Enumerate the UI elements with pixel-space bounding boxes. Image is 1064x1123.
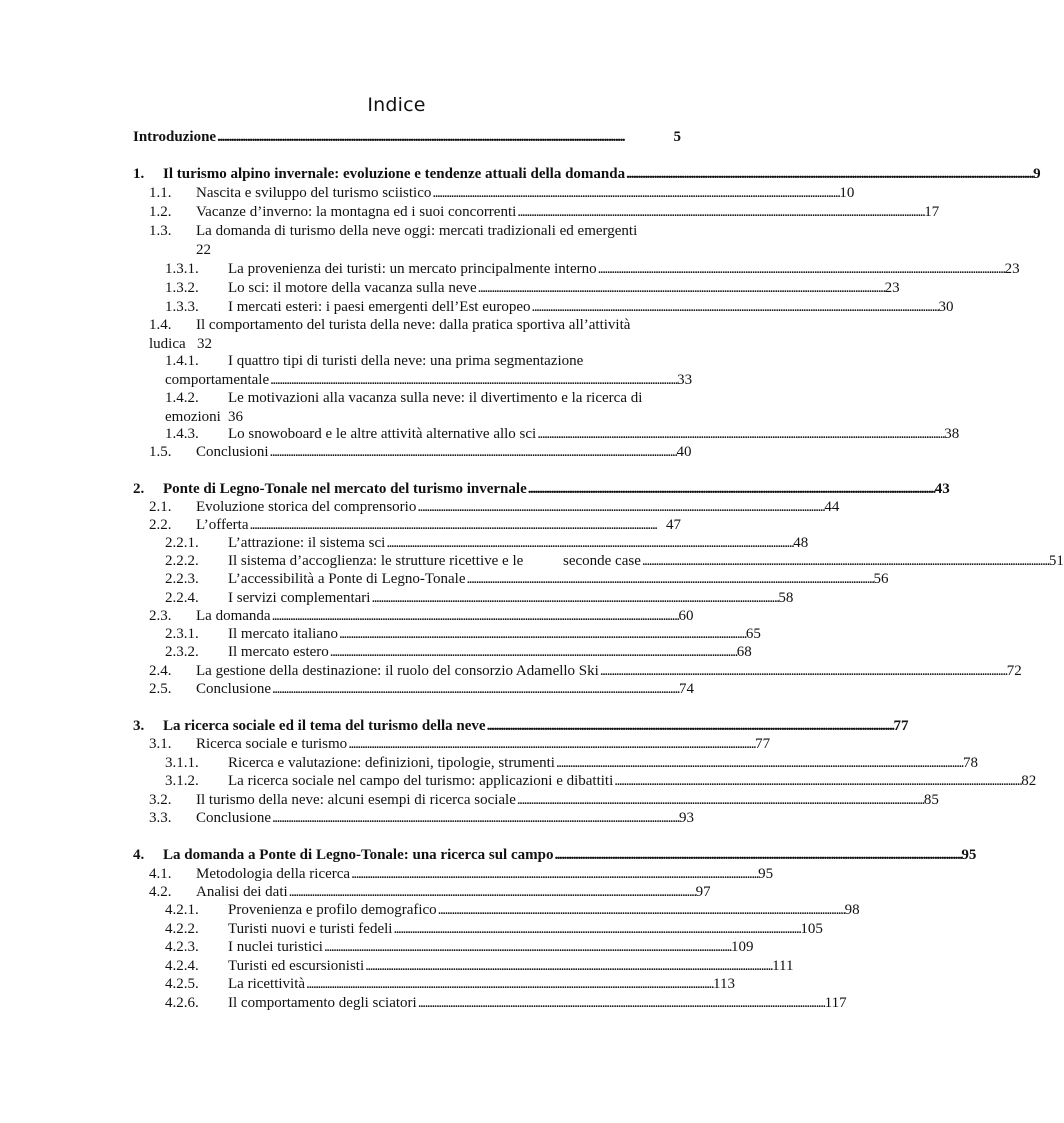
toc-entry-number: 1.3.1.: [165, 261, 199, 277]
toc-entry-2-2-4[interactable]: [0, 589, 793, 608]
toc-entry-number: 1.: [133, 166, 145, 182]
toc-entry-title: Ricerca e valutazione: definizioni, tipologie, strumenti: [228, 755, 555, 771]
toc-entry-title: Evoluzione storica del comprensorio: [196, 499, 417, 515]
toc-entry-2-2-1[interactable]: [0, 534, 809, 553]
toc-entry-title: Il sistema d’accoglienza: le strutture ricettive e le: [228, 553, 524, 569]
toc-entry-number: 4.2.3.: [165, 939, 199, 955]
toc-entry-number: 2.2.: [149, 517, 172, 533]
toc-entry-title: Ponte di Legno-Tonale nel mercato del turismo invernale: [163, 481, 527, 497]
toc-entry-page: 33: [677, 372, 693, 388]
toc-entry-1-4-2[interactable]: [0, 389, 793, 427]
toc-entry-page: 36: [228, 409, 243, 425]
toc-entry-page: 95: [758, 866, 774, 882]
toc-entry-title-continued: ludica: [149, 336, 186, 352]
toc-entry-3-1[interactable]: [0, 735, 793, 754]
toc-entry-title: La domanda di turismo della neve oggi: mercati tradizionali ed emergenti: [196, 223, 638, 239]
toc-entry-number: 2.2.3.: [165, 571, 199, 587]
toc-entry-page: 77: [893, 718, 909, 734]
toc-entry-number: 3.: [133, 718, 145, 734]
toc-entry-title: Turisti ed escursionisti: [228, 958, 365, 974]
toc-entry-number: 4.2.2.: [165, 921, 199, 937]
toc-entry-number: 2.2.4.: [165, 590, 199, 606]
toc-entry-number: 2.3.1.: [165, 626, 199, 642]
toc-entry-number: 4.2.6.: [165, 995, 199, 1011]
toc-entry-title-continued: comportamentale: [165, 372, 270, 388]
toc-entry-chapter-2[interactable]: [0, 480, 950, 499]
toc-entry-number: 1.3.3.: [165, 299, 199, 315]
toc-entry-1-3-2[interactable]: [0, 279, 900, 298]
toc-entry-page: 32: [197, 336, 212, 352]
toc-entry-title: I mercati esteri: i paesi emergenti dell’Est europeo: [228, 299, 531, 315]
toc-entry-page: 77: [755, 736, 771, 752]
toc-entry-page: 17: [924, 204, 940, 220]
toc-entry-number: 4.2.1.: [165, 902, 199, 918]
toc-entry-page: 117: [824, 995, 847, 1011]
toc-entry-4-1[interactable]: [0, 865, 793, 884]
toc-entry-title: Turisti nuovi e turisti fedeli: [228, 921, 393, 937]
toc-entry-page: 30: [938, 299, 954, 315]
toc-entry-title: Il turismo della neve: alcuni esempi di ricerca sociale: [196, 792, 516, 808]
toc-entry-2-4[interactable]: [0, 662, 1022, 681]
toc-entry-title: Introduzione: [133, 129, 217, 145]
toc-entry-3-1-2[interactable]: [0, 772, 1037, 791]
toc-entry-page: 68: [736, 644, 752, 660]
toc-entry-page: 109: [730, 939, 754, 955]
toc-entry-number: 4.2.5.: [165, 976, 199, 992]
toc-entry-title: Lo sci: il motore della vacanza sulla neve: [228, 280, 477, 296]
toc-entry-4-2-1[interactable]: [0, 901, 860, 920]
toc-entry-4-2-2[interactable]: [0, 920, 823, 939]
toc-entry-1-1[interactable]: [0, 184, 855, 203]
toc-entry-number: 1.3.: [149, 223, 172, 239]
toc-entry-page: 5: [673, 129, 681, 145]
toc-entry-1-4-3[interactable]: [0, 425, 960, 444]
toc-entry-page: 78: [962, 755, 978, 771]
toc-entry-chapter-4[interactable]: [0, 846, 977, 865]
toc-entry-title: La domanda: [196, 608, 271, 624]
toc-entry-number: 2.5.: [149, 681, 172, 697]
toc-entry-title: La ricerca sociale ed il tema del turismo della neve: [163, 718, 486, 734]
toc-entry-page: 23: [884, 280, 900, 296]
toc-entry-page: 93: [678, 810, 694, 826]
toc-entry-page: 43: [934, 481, 950, 497]
toc-entry-1-3-1[interactable]: [0, 260, 1020, 279]
toc-entry-page: 72: [1006, 663, 1022, 679]
toc-entry-page: 56: [873, 571, 889, 587]
toc-entry-2-1[interactable]: [0, 498, 840, 517]
toc-entry-4-2-3[interactable]: [0, 938, 793, 957]
toc-entry-1-3-3[interactable]: [0, 298, 954, 317]
toc-entry-3-1-1[interactable]: [0, 754, 978, 773]
toc-entry-page: 95: [961, 847, 977, 863]
toc-entry-2-5[interactable]: [0, 680, 793, 699]
toc-entry-4-2-5[interactable]: [0, 975, 793, 994]
toc-entry-title: I nuclei turistici: [228, 939, 323, 955]
toc-entry-1-3[interactable]: [0, 222, 793, 260]
toc-entry-chapter-1[interactable]: [0, 165, 1041, 184]
toc-entry-title-continued: emozioni: [165, 409, 221, 425]
toc-entry-4-2-4[interactable]: [0, 957, 793, 976]
toc-entry-title: Il comportamento degli sciatori: [228, 995, 417, 1011]
toc-entry-number: 1.2.: [149, 204, 172, 220]
toc-entry-4-2[interactable]: [0, 883, 793, 902]
toc-entry-number: 3.2.: [149, 792, 172, 808]
toc-entry-2-3[interactable]: [0, 607, 793, 626]
toc-entry-number: 1.5.: [149, 444, 172, 460]
toc-entry-3-3[interactable]: [0, 809, 793, 828]
toc-entry-page: 85: [923, 792, 939, 808]
toc-entry-number: 2.1.: [149, 499, 172, 515]
toc-entry-title: L’offerta: [196, 517, 249, 533]
toc-entry-title: Lo snowoboard e le altre attività alternative allo sci: [228, 426, 537, 442]
toc-entry-2-2-2[interactable]: [0, 552, 1064, 571]
toc-entry-title: L’attrazione: il sistema sci: [228, 535, 386, 551]
toc-entry-page: 38: [944, 426, 960, 442]
toc-entry-number: 3.1.1.: [165, 755, 199, 771]
toc-entry-title: I quattro tipi di turisti della neve: una prima segmentazione: [228, 353, 584, 369]
toc-entry-page: 60: [678, 608, 694, 624]
toc-entry-title-continued: seconde case: [563, 553, 641, 569]
toc-entry-3-2[interactable]: [0, 791, 939, 810]
toc-entry-number: 4.1.: [149, 866, 172, 882]
toc-entry-number: 1.4.3.: [165, 426, 199, 442]
toc-entry-title: Le motivazioni alla vacanza sulla neve: il divertimento e la ricerca di: [228, 390, 643, 406]
toc-entry-page: 44: [824, 499, 840, 515]
toc-entry-title: I servizi complementari: [228, 590, 371, 606]
toc-entry-2-2[interactable]: [0, 516, 793, 535]
toc-entry-title: Nascita e sviluppo del turismo sciistico: [196, 185, 432, 201]
toc-entry-title: Il turismo alpino invernale: evoluzione e tendenze attuali della domanda: [163, 166, 626, 182]
toc-entry-title: Conclusione: [196, 810, 271, 826]
toc-entry-number: 4.2.4.: [165, 958, 199, 974]
toc-entry-1-4[interactable]: [0, 316, 793, 354]
toc-entry-1-4-1[interactable]: [0, 352, 793, 390]
toc-entry-title: Analisi dei dati: [196, 884, 288, 900]
toc-entry-2-3-1[interactable]: [0, 625, 793, 644]
toc-entry-number: 3.1.: [149, 736, 172, 752]
toc-entry-page: 10: [839, 185, 855, 201]
toc-entry-number: 1.4.1.: [165, 353, 199, 369]
toc-entry-title: Conclusione: [196, 681, 271, 697]
toc-entry-number: 1.4.: [149, 317, 172, 333]
toc-entry-number: 2.2.1.: [165, 535, 199, 551]
toc-entry-2-2-3[interactable]: [0, 570, 889, 589]
toc-entry-number: 3.3.: [149, 810, 172, 826]
toc-entry-number: 4.2.: [149, 884, 172, 900]
toc-entry-title: La domanda a Ponte di Legno-Tonale: una ricerca sul campo: [163, 847, 554, 863]
toc-entry-title: Conclusioni: [196, 444, 269, 460]
toc-entry-number: 3.1.2.: [165, 773, 199, 789]
toc-entry-page: 9: [1033, 166, 1041, 182]
toc-entry-number: 2.4.: [149, 663, 172, 679]
toc-entry-page: 98: [844, 902, 860, 918]
toc-entry-page: 51: [1048, 553, 1064, 569]
toc-entry-title: La ricerca sociale nel campo del turismo: applicazioni e dibattiti: [228, 773, 614, 789]
toc-entry-page: 48: [793, 535, 809, 551]
toc-entry-page: 113: [713, 976, 735, 992]
toc-entry-page: 40: [676, 444, 692, 460]
toc-entry-title: La gestione della destinazione: il ruolo del consorzio Adamello Ski: [196, 663, 599, 679]
toc-entry-page: 105: [800, 921, 823, 937]
toc-entry-page: 22: [196, 242, 211, 258]
toc-entry-page: 97: [695, 884, 711, 900]
page-title: Indice: [367, 94, 426, 116]
toc-entry-title: Il mercato estero: [228, 644, 329, 660]
toc-entry-page: 23: [1004, 261, 1020, 277]
toc-entry-page: 111: [772, 958, 794, 974]
toc-entry-title: L’accessibilità a Ponte di Legno-Tonale: [228, 571, 466, 587]
toc-entry-number: 2.: [133, 481, 145, 497]
toc-entry-title: La ricettività: [228, 976, 306, 992]
toc-entry-title: Metodologia della ricerca: [196, 866, 351, 882]
toc-entry-1-2[interactable]: [0, 203, 940, 222]
toc-entry-title: La provenienza dei turisti: un mercato principalmente interno: [228, 261, 597, 277]
toc-entry-page: 47: [666, 517, 681, 533]
toc-entry-number: 1.1.: [149, 185, 172, 201]
toc-entry-page: 65: [745, 626, 761, 642]
toc-entry-2-3-2[interactable]: [0, 643, 793, 662]
toc-entry-number: 1.3.2.: [165, 280, 199, 296]
toc-entry-1-5[interactable]: [0, 443, 793, 462]
toc-entry-title: Provenienza e profilo demografico: [228, 902, 437, 918]
toc-entry-title: Vacanze d’inverno: la montagna ed i suoi concorrenti: [196, 204, 517, 220]
toc-entry-chapter-3[interactable]: [0, 717, 909, 736]
toc-entry-page: 58: [778, 590, 794, 606]
toc-entry-4-2-6[interactable]: [0, 994, 847, 1013]
toc-entry-number: 1.4.2.: [165, 390, 199, 406]
toc-entry-title: Ricerca sociale e turismo: [196, 736, 348, 752]
toc-entry-number: 4.: [133, 847, 145, 863]
toc-entry-page: 74: [678, 681, 694, 697]
toc-entry-title: Il mercato italiano: [228, 626, 338, 642]
toc-entry-title: Il comportamento del turista della neve: dalla pratica sportiva all’attività: [196, 317, 631, 333]
toc-entry-introduzione[interactable]: [0, 128, 793, 147]
toc-entry-number: 2.2.2.: [165, 553, 199, 569]
toc-entry-number: 2.3.: [149, 608, 172, 624]
toc-entry-page: 82: [1021, 773, 1037, 789]
toc-entry-number: 2.3.2.: [165, 644, 199, 660]
